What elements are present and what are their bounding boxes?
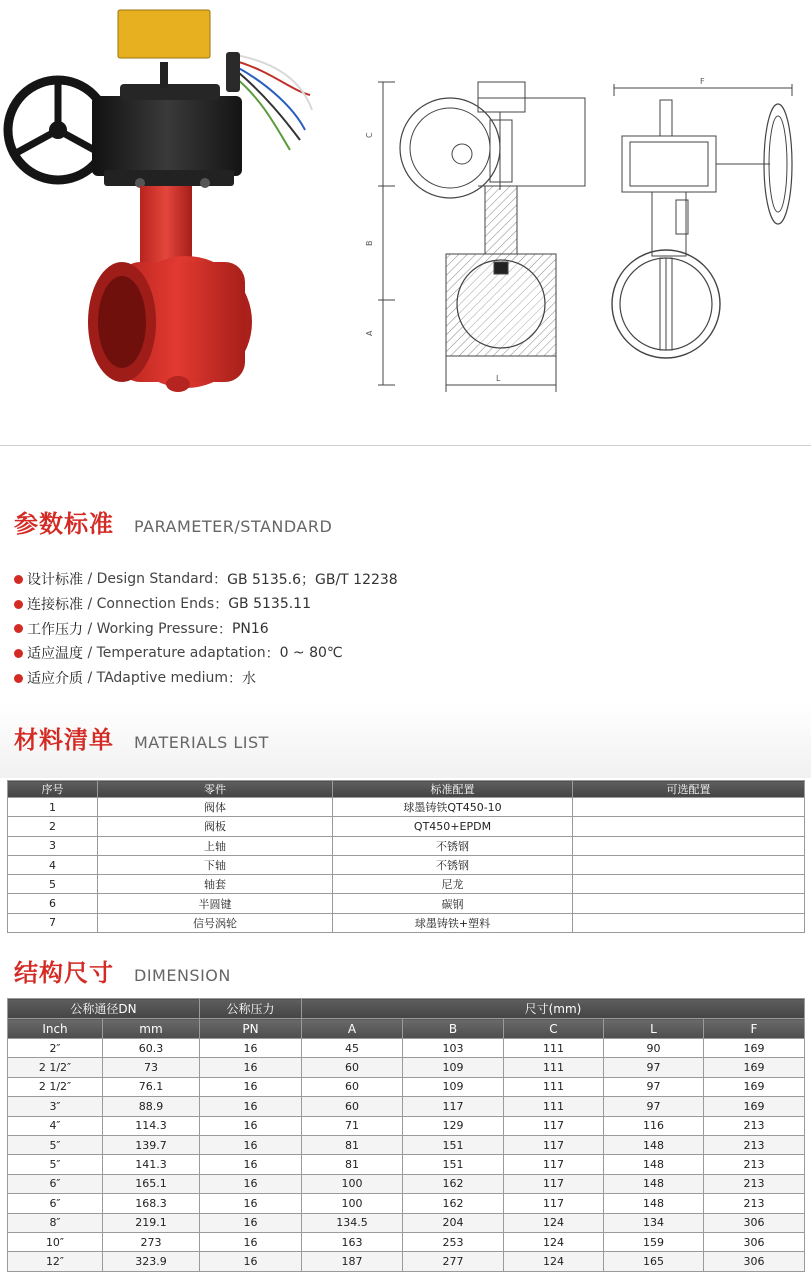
table-cell: 111 [504, 1039, 604, 1058]
table-cell: 253 [403, 1232, 504, 1251]
dim-label-b: B [365, 240, 374, 246]
table-cell: 1 [8, 798, 98, 817]
table-cell: 97 [604, 1058, 704, 1077]
table-row [8, 836, 805, 855]
table-cell: 16 [200, 1135, 302, 1154]
table-cell: 60 [302, 1077, 403, 1096]
table-cell: 3″ [8, 1097, 103, 1116]
parameters-heading-cn: 参数标准 [14, 510, 114, 538]
table-cell: 16 [200, 1077, 302, 1096]
group-header-size: 尺寸(mm) [302, 999, 805, 1019]
column-header: mm [103, 1019, 200, 1039]
table-cell: 111 [504, 1097, 604, 1116]
table-cell [573, 875, 805, 894]
table-cell: 213 [704, 1135, 805, 1154]
table-cell: 8″ [8, 1213, 103, 1232]
table-cell: 3 [8, 836, 98, 855]
table-cell: 下轴 [98, 855, 333, 874]
parameter-value: GB 5135.6；GB/T 12238 [227, 572, 398, 589]
table-row [8, 798, 805, 817]
table-cell: 109 [403, 1077, 504, 1096]
parameter-item: 适应温度 / Temperature adaptation ： 0 ~ 80℃ [14, 641, 774, 666]
table-cell: 109 [403, 1058, 504, 1077]
table-cell: 不锈钢 [333, 855, 573, 874]
table-cell: 73 [103, 1058, 200, 1077]
table-cell: 134 [604, 1213, 704, 1232]
table-row [8, 1155, 805, 1174]
table-cell: 45 [302, 1039, 403, 1058]
table-row [8, 1194, 805, 1213]
valve-product-photo [0, 0, 811, 445]
table-cell: 219.1 [103, 1213, 200, 1232]
front-view-drawing [365, 82, 585, 392]
table-cell: 151 [403, 1155, 504, 1174]
valve-photo [8, 10, 312, 392]
table-cell: 306 [704, 1252, 805, 1271]
parameters-heading [14, 504, 332, 539]
table-cell: 129 [403, 1116, 504, 1135]
table-cell: 60.3 [103, 1039, 200, 1058]
table-row [8, 1213, 805, 1232]
table-cell: 97 [604, 1077, 704, 1096]
table-cell: 111 [504, 1058, 604, 1077]
table-cell: 117 [504, 1155, 604, 1174]
parameter-label-cn: 设计标准 [27, 572, 83, 589]
dimension-heading [14, 953, 231, 988]
parameter-label-en: Design Standard [96, 571, 214, 588]
table-cell: 81 [302, 1155, 403, 1174]
table-cell: 187 [302, 1252, 403, 1271]
parameter-label-cn: 适应介质 [27, 671, 83, 688]
table-cell: 117 [504, 1116, 604, 1135]
table-cell: 不锈钢 [333, 836, 573, 855]
table-cell: 5″ [8, 1155, 103, 1174]
table-row [8, 1077, 805, 1096]
table-cell: 60 [302, 1097, 403, 1116]
table-cell: 阀体 [98, 798, 333, 817]
column-header: F [704, 1019, 805, 1039]
table-cell: 16 [200, 1058, 302, 1077]
table-cell: 6″ [8, 1174, 103, 1193]
parameter-label-cn: 工作压力 [27, 621, 83, 638]
table-cell [573, 798, 805, 817]
group-header-dn: 公称通径DN [8, 999, 200, 1019]
table-row [8, 913, 805, 932]
table-cell: 141.3 [103, 1155, 200, 1174]
parameter-label-cn: 连接标准 [27, 597, 83, 614]
table-cell: 5 [8, 875, 98, 894]
table-cell [573, 894, 805, 913]
table-cell: 117 [504, 1174, 604, 1193]
table-cell: 148 [604, 1135, 704, 1154]
table-cell: 10″ [8, 1232, 103, 1251]
table-cell: 16 [200, 1232, 302, 1251]
table-cell: 306 [704, 1213, 805, 1232]
table-cell: 2 [8, 817, 98, 836]
product-illustration-area [0, 0, 811, 445]
parameter-item: 连接标准 / Connection Ends ： GB 5135.11 [14, 592, 774, 617]
table-cell: 轴套 [98, 875, 333, 894]
table-cell: 204 [403, 1213, 504, 1232]
table-cell: 16 [200, 1116, 302, 1135]
table-row [8, 1232, 805, 1251]
table-cell: 273 [103, 1232, 200, 1251]
table-cell: 阀板 [98, 817, 333, 836]
table-cell: 2 1/2″ [8, 1077, 103, 1096]
table-subheader-row [8, 1019, 805, 1039]
table-cell: 165 [604, 1252, 704, 1271]
table-cell: 139.7 [103, 1135, 200, 1154]
parameter-label-en: Connection Ends [96, 596, 215, 613]
table-cell: 117 [403, 1097, 504, 1116]
table-cell: 88.9 [103, 1097, 200, 1116]
table-cell: 16 [200, 1252, 302, 1271]
column-header: 零件 [98, 781, 333, 798]
table-cell: 213 [704, 1155, 805, 1174]
parameter-value: 水 [242, 671, 257, 688]
parameter-item: 适应介质 / TAdaptive medium ： 水 [14, 666, 774, 691]
table-cell: 81 [302, 1135, 403, 1154]
table-cell: 16 [200, 1155, 302, 1174]
table-cell [573, 817, 805, 836]
table-cell: 上轴 [98, 836, 333, 855]
table-cell: 148 [604, 1174, 704, 1193]
table-cell: 16 [200, 1039, 302, 1058]
dimension-heading-en: DIMENSION [134, 966, 231, 985]
table-row [8, 1039, 805, 1058]
table-row [8, 1135, 805, 1154]
table-cell: 16 [200, 1194, 302, 1213]
parameter-value: PN16 [231, 620, 269, 637]
table-cell: 60 [302, 1058, 403, 1077]
table-cell: 277 [403, 1252, 504, 1271]
dim-label-c: C [365, 132, 374, 138]
column-header: L [604, 1019, 704, 1039]
table-cell: 90 [604, 1039, 704, 1058]
table-cell: 100 [302, 1174, 403, 1193]
group-header-pn: 公称压力 [200, 999, 302, 1019]
dim-label-f: F [700, 77, 705, 86]
table-row [8, 1252, 805, 1271]
table-cell: 半圆键 [98, 894, 333, 913]
table-cell: 111 [504, 1077, 604, 1096]
table-cell: 71 [302, 1116, 403, 1135]
table-row [8, 875, 805, 894]
column-header: 可选配置 [573, 781, 805, 798]
table-cell: 165.1 [103, 1174, 200, 1193]
column-header: A [302, 1019, 403, 1039]
table-cell: 6 [8, 894, 98, 913]
parameter-label-en: TAdaptive medium [96, 670, 229, 687]
column-header: 标准配置 [333, 781, 573, 798]
parameter-separator: ： [214, 597, 229, 614]
materials-table [7, 780, 805, 933]
table-cell: 103 [403, 1039, 504, 1058]
table-cell: 162 [403, 1194, 504, 1213]
table-cell: 球墨铸铁QT450-10 [333, 798, 573, 817]
table-header-row [8, 781, 805, 798]
table-cell: 163 [302, 1232, 403, 1251]
table-cell: 124 [504, 1232, 604, 1251]
table-cell: 148 [604, 1155, 704, 1174]
table-cell: 16 [200, 1174, 302, 1193]
table-cell: 116 [604, 1116, 704, 1135]
table-cell: 151 [403, 1135, 504, 1154]
table-row [8, 1097, 805, 1116]
table-cell: 5″ [8, 1135, 103, 1154]
parameter-item: 工作压力 / Working Pressure ： PN16 [14, 616, 774, 641]
table-cell: 76.1 [103, 1077, 200, 1096]
dimension-heading-cn: 结构尺寸 [14, 959, 114, 987]
table-cell: 7 [8, 913, 98, 932]
table-cell: 碳钢 [333, 894, 573, 913]
table-cell: 169 [704, 1039, 805, 1058]
parameter-value: GB 5135.11 [228, 596, 311, 613]
bullet-icon [14, 674, 23, 683]
table-cell: 97 [604, 1097, 704, 1116]
table-cell: 169 [704, 1097, 805, 1116]
table-cell: 169 [704, 1077, 805, 1096]
table-cell: 169 [704, 1058, 805, 1077]
table-cell: 117 [504, 1135, 604, 1154]
parameter-separator: ： [217, 621, 232, 638]
bullet-icon [14, 575, 23, 584]
table-row [8, 894, 805, 913]
materials-heading-en: MATERIALS LIST [134, 733, 269, 752]
table-row [8, 817, 805, 836]
table-cell: 134.5 [302, 1213, 403, 1232]
column-header: B [403, 1019, 504, 1039]
table-row [8, 1116, 805, 1135]
column-header: 序号 [8, 781, 98, 798]
table-header-row [8, 999, 805, 1019]
bullet-icon [14, 600, 23, 609]
table-cell [573, 855, 805, 874]
materials-heading-cn: 材料清单 [14, 726, 114, 754]
table-cell: 100 [302, 1194, 403, 1213]
table-cell: 16 [200, 1213, 302, 1232]
column-header: C [504, 1019, 604, 1039]
parameter-separator: ： [228, 671, 243, 688]
parameter-label-en: Working Pressure [96, 620, 218, 637]
table-row [8, 1058, 805, 1077]
table-cell: 162 [403, 1174, 504, 1193]
table-cell: 6″ [8, 1194, 103, 1213]
table-cell: 16 [200, 1097, 302, 1116]
table-cell: 4 [8, 855, 98, 874]
parameters-heading-en: PARAMETER/STANDARD [134, 517, 333, 536]
table-row [8, 855, 805, 874]
table-cell: 323.9 [103, 1252, 200, 1271]
parameter-label-en: Temperature adaptation [96, 645, 266, 662]
bullet-icon [14, 649, 23, 658]
dim-label-a: A [365, 330, 374, 336]
materials-heading [14, 720, 269, 755]
table-cell: 148 [604, 1194, 704, 1213]
table-cell [573, 836, 805, 855]
table-cell: 213 [704, 1174, 805, 1193]
table-cell [573, 913, 805, 932]
table-cell: 114.3 [103, 1116, 200, 1135]
table-cell: 159 [604, 1232, 704, 1251]
parameter-label-cn: 适应温度 [27, 646, 83, 663]
table-cell: 117 [504, 1194, 604, 1213]
parameter-item: 设计标准 / Design Standard ： GB 5135.6；GB/T 12238 [14, 567, 774, 592]
column-header: PN [200, 1019, 302, 1039]
parameter-separator: ： [213, 572, 228, 589]
table-cell: 213 [704, 1116, 805, 1135]
table-cell: 4″ [8, 1116, 103, 1135]
column-header: Inch [8, 1019, 103, 1039]
parameter-list [14, 567, 774, 690]
table-cell: 2″ [8, 1039, 103, 1058]
table-cell: 213 [704, 1194, 805, 1213]
parameter-value: 0 ~ 80℃ [279, 645, 343, 662]
dimension-table [7, 998, 805, 1272]
dim-label-l: L [496, 374, 501, 383]
table-cell: 12″ [8, 1252, 103, 1271]
table-cell: 尼龙 [333, 875, 573, 894]
table-cell: 124 [504, 1213, 604, 1232]
table-cell: 信号涡轮 [98, 913, 333, 932]
table-cell: 168.3 [103, 1194, 200, 1213]
table-cell: QT450+EPDM [333, 817, 573, 836]
table-cell: 球墨铸铁+塑料 [333, 913, 573, 932]
side-view-drawing [612, 77, 792, 358]
table-cell: 124 [504, 1252, 604, 1271]
table-cell: 306 [704, 1232, 805, 1251]
table-cell: 2 1/2″ [8, 1058, 103, 1077]
table-row [8, 1174, 805, 1193]
parameter-separator: ： [265, 646, 280, 663]
hero-divider [0, 445, 811, 446]
bullet-icon [14, 624, 23, 633]
